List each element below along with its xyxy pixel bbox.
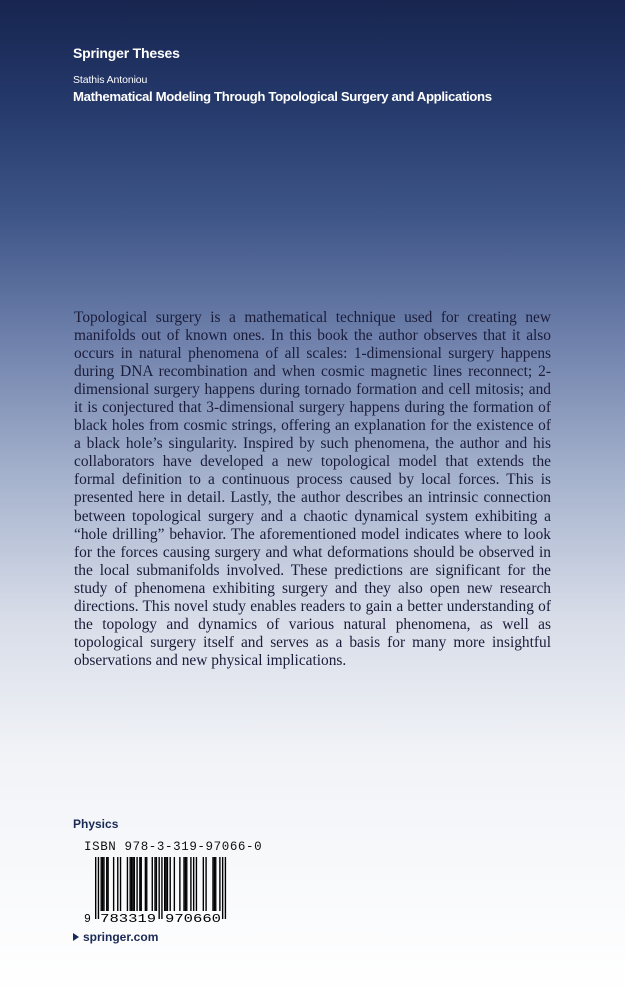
barcode-bar — [145, 857, 146, 911]
barcode-bar — [103, 857, 104, 911]
ean13-barcode — [82, 856, 230, 924]
barcode-bar — [101, 857, 102, 911]
barcode-bar — [196, 857, 197, 911]
barcode-bar — [170, 857, 171, 911]
barcode-bar — [152, 857, 153, 911]
series-name: Springer Theses — [73, 45, 180, 61]
barcode-bar — [141, 857, 142, 911]
isbn-label: ISBN 978-3-319-97066-0 — [84, 840, 263, 854]
barcode-bar — [205, 857, 206, 911]
barcode-bar — [106, 857, 107, 911]
barcode-bar — [139, 857, 140, 911]
barcode-bar — [136, 857, 137, 911]
barcode-bar — [186, 857, 187, 911]
barcode-bar — [214, 857, 215, 911]
barcode-bar — [222, 857, 223, 919]
barcode-bar — [98, 857, 99, 919]
barcode-bar — [164, 857, 165, 911]
barcode-bar — [215, 857, 216, 911]
barcode-bar — [203, 857, 204, 911]
author-name: Stathis Antoniou — [73, 74, 148, 86]
barcode-bar — [179, 857, 180, 911]
subject-category: Physics — [73, 817, 119, 831]
barcode-left-digits: 783319 — [100, 913, 157, 924]
triangle-right-icon — [73, 933, 79, 941]
barcode-bar — [130, 857, 131, 911]
barcode-graphic — [82, 856, 230, 924]
barcode-bar — [117, 857, 118, 911]
barcode-bar — [212, 857, 213, 911]
barcode-bar — [161, 857, 162, 919]
barcode-bar — [219, 857, 220, 911]
barcode-bar — [131, 857, 132, 911]
barcode-bar — [167, 857, 168, 911]
barcode-bar — [225, 857, 226, 919]
barcode-right-digits: 970660 — [165, 913, 222, 924]
barcode-bar — [193, 857, 194, 911]
barcode-bar — [185, 857, 186, 911]
barcode-bar — [156, 857, 157, 911]
barcode-bar — [174, 857, 175, 911]
barcode-bar — [107, 857, 108, 911]
barcode-bar — [102, 857, 103, 911]
barcode-bar — [132, 857, 133, 911]
barcode-bar — [120, 857, 121, 911]
barcode-bar — [165, 857, 166, 911]
barcode-bar — [146, 857, 147, 911]
barcode-bar — [127, 857, 128, 911]
barcode-bar — [134, 857, 135, 911]
barcode-bar — [154, 857, 155, 911]
barcode-bar — [190, 857, 191, 911]
website-label: springer.com — [83, 930, 159, 944]
barcode-first-digit: 9 — [84, 913, 91, 924]
back-cover-blurb: Topological surgery is a mathematical technique used for creating new manifolds out of known ones. In this book the author observes that it also occurs in natural phenomena of all scales: 1-dimensional surgery happens during DNA recombination and when cosmic magnetic lines reconnect; 2-dimensional surgery happens during tornado formation and cell mitosis; and it is conjectured that 3-dimensional surgery happens during the formation of black holes from cosmic strings, offering an explanation for the existence of a black hole’s singularity. Inspired by such phenomena, the author and his collaborators have developed a new topological model that extends the formal definition to a continuous process caused by local forces. This is presented here in detail. Lastly, the author describes an intrinsic connection between topological surgery and a chaotic dynamical system exhibiting a “hole drilling” behavior. The aforementioned model indicates where to look for the forces causing surgery and what deformations should be observed in the local submanifolds involved. These predictions are significant for the study of phenomena exhibiting surgery and they also open new research directions. This novel study enables readers to gain a better understanding of the topology and dynamics of various natural phenomena, as well as topological surgery itself and serves as a basis for many more insightful observations and new physical implications. — [74, 309, 551, 669]
barcode-bar — [95, 857, 96, 919]
barcode-bar — [158, 857, 159, 919]
book-title: Mathematical Modeling Through Topological Surgery and Applications — [73, 89, 492, 104]
website-link[interactable] — [73, 930, 158, 944]
barcode-bar — [183, 857, 184, 911]
barcode-bar — [113, 857, 114, 911]
